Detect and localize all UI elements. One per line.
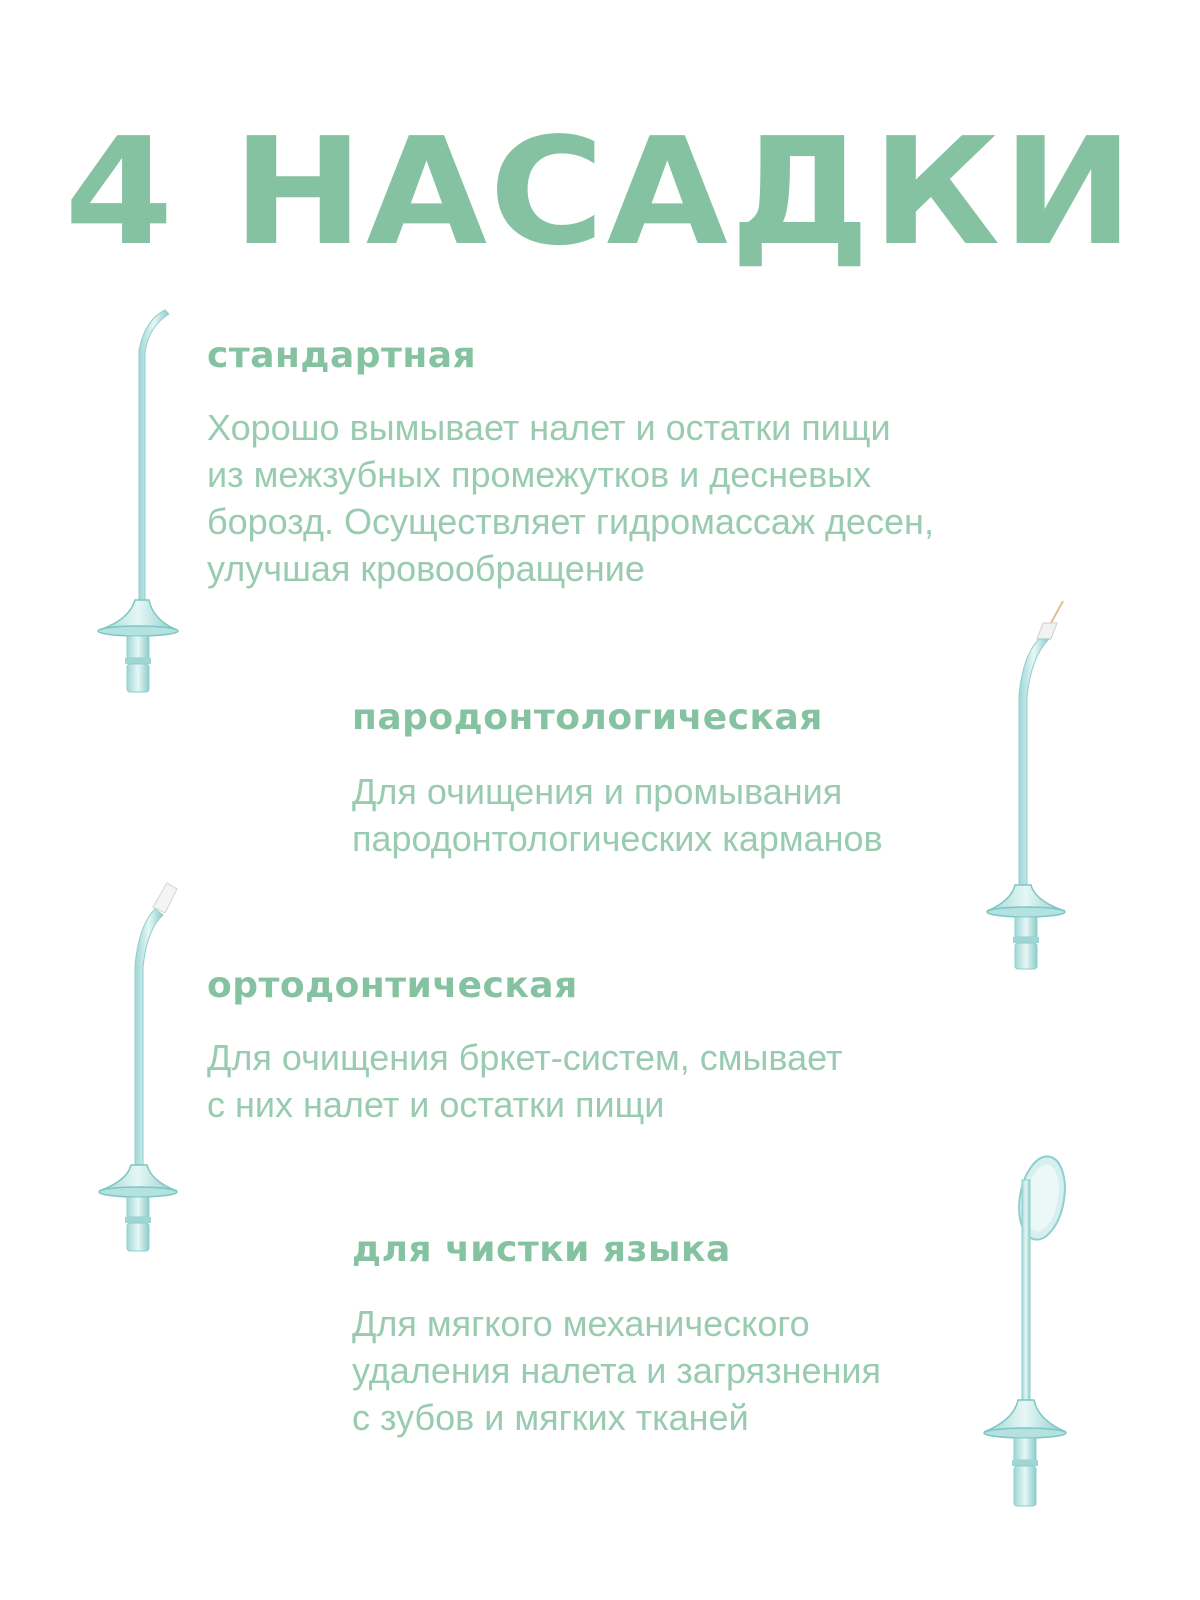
description-line: Для очищения бркет-систем, смывает xyxy=(207,1037,843,1078)
description-line: Для мягкого механического xyxy=(352,1303,810,1344)
description-line: с них налет и остатки пищи xyxy=(207,1084,665,1125)
nozzle-heading: пародонтологическая xyxy=(352,697,823,738)
orthodontic-nozzle-image xyxy=(95,875,185,1260)
description-line: Хорошо вымывает налет и остатки пищи xyxy=(207,407,891,448)
nozzle-periodontal-block xyxy=(352,697,883,862)
nozzle-tongue-block xyxy=(352,1229,881,1441)
description-line: Для очищения и промывания xyxy=(352,771,843,812)
nozzle-description xyxy=(207,1034,842,1128)
tongue-cleaner-nozzle-image xyxy=(980,1150,1080,1530)
description-line: борозд. Осуществляет гидромассаж десен, xyxy=(207,501,934,542)
nozzle-heading: стандартная xyxy=(207,335,477,376)
nozzle-orthodontic-block xyxy=(207,965,843,1128)
periodontal-nozzle-image xyxy=(985,595,1075,975)
nozzle-description xyxy=(352,768,883,862)
description-line: улучшая кровообращение xyxy=(207,548,645,589)
standard-nozzle-image xyxy=(95,300,185,700)
description-line: с зубов и мягких тканей xyxy=(352,1397,749,1438)
nozzle-heading: ортодонтическая xyxy=(207,965,578,1006)
description-line: пародонтологических карманов xyxy=(352,818,883,859)
description-line: удаления налета и загрязнения xyxy=(352,1350,881,1391)
description-line: из межзубных промежутков и десневых xyxy=(207,454,872,495)
nozzle-standard-block xyxy=(207,335,934,592)
nozzle-description xyxy=(352,1300,881,1441)
nozzle-description xyxy=(207,404,934,592)
nozzle-heading: для чистки языка xyxy=(352,1229,731,1270)
page-title: 4 НАСАДКИ xyxy=(64,106,1136,278)
